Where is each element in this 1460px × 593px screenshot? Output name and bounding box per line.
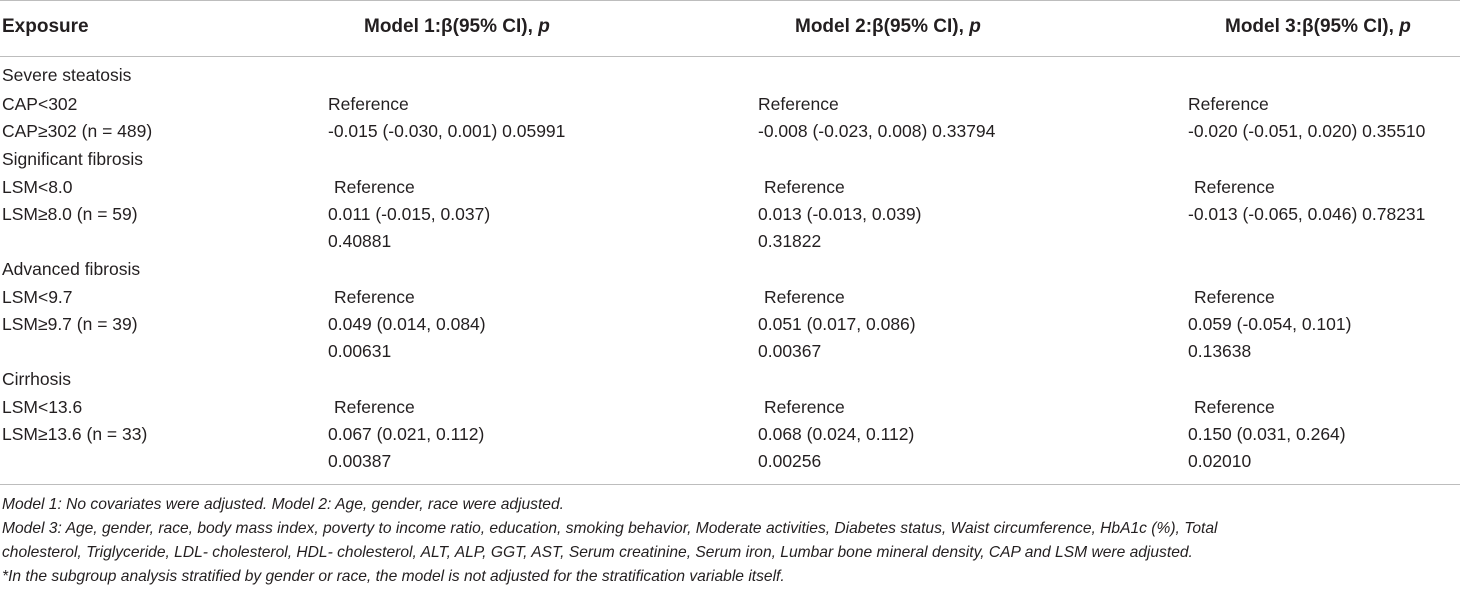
model-3-pvalue-cell: 0.13638 [1188, 341, 1252, 361]
model-3-estimate-cell: Reference [1188, 94, 1269, 114]
model-3-estimate-cell: Reference [1194, 287, 1275, 307]
exposure-cell: Severe steatosis [2, 65, 132, 85]
header-model-3 [1225, 15, 1411, 39]
exposure-cell: Advanced fibrosis [2, 259, 141, 279]
model-2-estimate-cell: 0.051 (0.017, 0.086) [758, 314, 916, 334]
model-3-estimate-cell: Reference [1194, 397, 1275, 417]
header-model-3-label: Model 3:β(95% CI), [1225, 16, 1400, 37]
model-2-estimate-cell: 0.013 (-0.013, 0.039) [758, 204, 922, 224]
exposure-cell: Significant fibrosis [2, 149, 144, 169]
model-1-estimate-cell: 0.011 (-0.015, 0.037) [328, 204, 491, 224]
header-model-1-p: p [538, 16, 550, 37]
table-top-rule [0, 0, 1460, 1]
exposure-cell: CAP<302 [2, 94, 78, 114]
model-1-estimate-cell: Reference [334, 177, 415, 197]
model-2-estimate-cell: 0.068 (0.024, 0.112) [758, 424, 915, 444]
model-2-estimate-cell: Reference [764, 287, 845, 307]
exposure-cell: CAP≥302 (n = 489) [2, 121, 153, 141]
model-3-estimate-cell: Reference [1194, 177, 1275, 197]
model-1-estimate-cell: 0.049 (0.014, 0.084) [328, 314, 486, 334]
header-exposure: Exposure [2, 16, 89, 37]
table-bottom-rule [0, 484, 1460, 485]
model-1-pvalue-cell: 0.00631 [328, 341, 392, 361]
model-2-estimate-cell: -0.008 (-0.023, 0.008) 0.33794 [758, 121, 996, 141]
exposure-cell: LSM<8.0 [2, 177, 73, 197]
exposure-cell: LSM<9.7 [2, 287, 73, 307]
exposure-cell: LSM≥9.7 (n = 39) [2, 314, 138, 334]
model-1-pvalue-cell: 0.40881 [328, 231, 392, 251]
model-1-estimate-cell: Reference [328, 94, 409, 114]
model-3-pvalue-cell: 0.02010 [1188, 451, 1252, 471]
footnote-3: cholesterol, Triglyceride, LDL- cholesterol, HDL- cholesterol, ALT, ALP, GGT, AST, Serum creatinine, Serum iron, Lumbar bone mineral density, CAP and LSM were adjusted. [2, 544, 1193, 561]
model-2-pvalue-cell: 0.00367 [758, 341, 822, 361]
model-3-estimate-cell: -0.013 (-0.065, 0.046) 0.78231 [1188, 204, 1426, 224]
exposure-cell: LSM≥13.6 (n = 33) [2, 424, 148, 444]
model-3-estimate-cell: 0.150 (0.031, 0.264) [1188, 424, 1346, 444]
model-2-pvalue-cell: 0.00256 [758, 451, 822, 471]
footnote-4: *In the subgroup analysis stratified by gender or race, the model is not adjusted for the stratification variable itself. [2, 568, 785, 585]
model-2-estimate-cell: Reference [758, 94, 839, 114]
footnote-1: Model 1: No covariates were adjusted. Model 2: Age, gender, race were adjusted. [2, 496, 564, 513]
model-1-estimate-cell: Reference [334, 287, 415, 307]
header-model-2-label: Model 2:β(95% CI), [795, 16, 970, 37]
exposure-cell: LSM≥8.0 (n = 59) [2, 204, 138, 224]
model-2-pvalue-cell: 0.31822 [758, 231, 822, 251]
header-model-1-label: Model 1:β(95% CI), [364, 16, 539, 37]
header-model-2 [795, 15, 981, 39]
model-1-estimate-cell: Reference [334, 397, 415, 417]
exposure-cell: Cirrhosis [2, 369, 72, 389]
model-1-pvalue-cell: 0.00387 [328, 451, 392, 471]
header-model-3-p: p [1399, 16, 1411, 37]
header-model-1 [364, 15, 550, 39]
model-3-estimate-cell: -0.020 (-0.051, 0.020) 0.35510 [1188, 121, 1426, 141]
exposure-cell: LSM<13.6 [2, 397, 83, 417]
model-2-estimate-cell: Reference [764, 397, 845, 417]
footnote-2: Model 3: Age, gender, race, body mass index, poverty to income ratio, education, smoking behavior, Moderate activities, Diabetes status, Waist circumference, HbA1c (%), Total [2, 520, 1218, 537]
model-1-estimate-cell: -0.015 (-0.030, 0.001) 0.05991 [328, 121, 566, 141]
header-model-2-p: p [969, 16, 981, 37]
table-header-rule [0, 56, 1460, 57]
model-1-estimate-cell: 0.067 (0.021, 0.112) [328, 424, 485, 444]
model-3-estimate-cell: 0.059 (-0.054, 0.101) [1188, 314, 1352, 334]
model-2-estimate-cell: Reference [764, 177, 845, 197]
